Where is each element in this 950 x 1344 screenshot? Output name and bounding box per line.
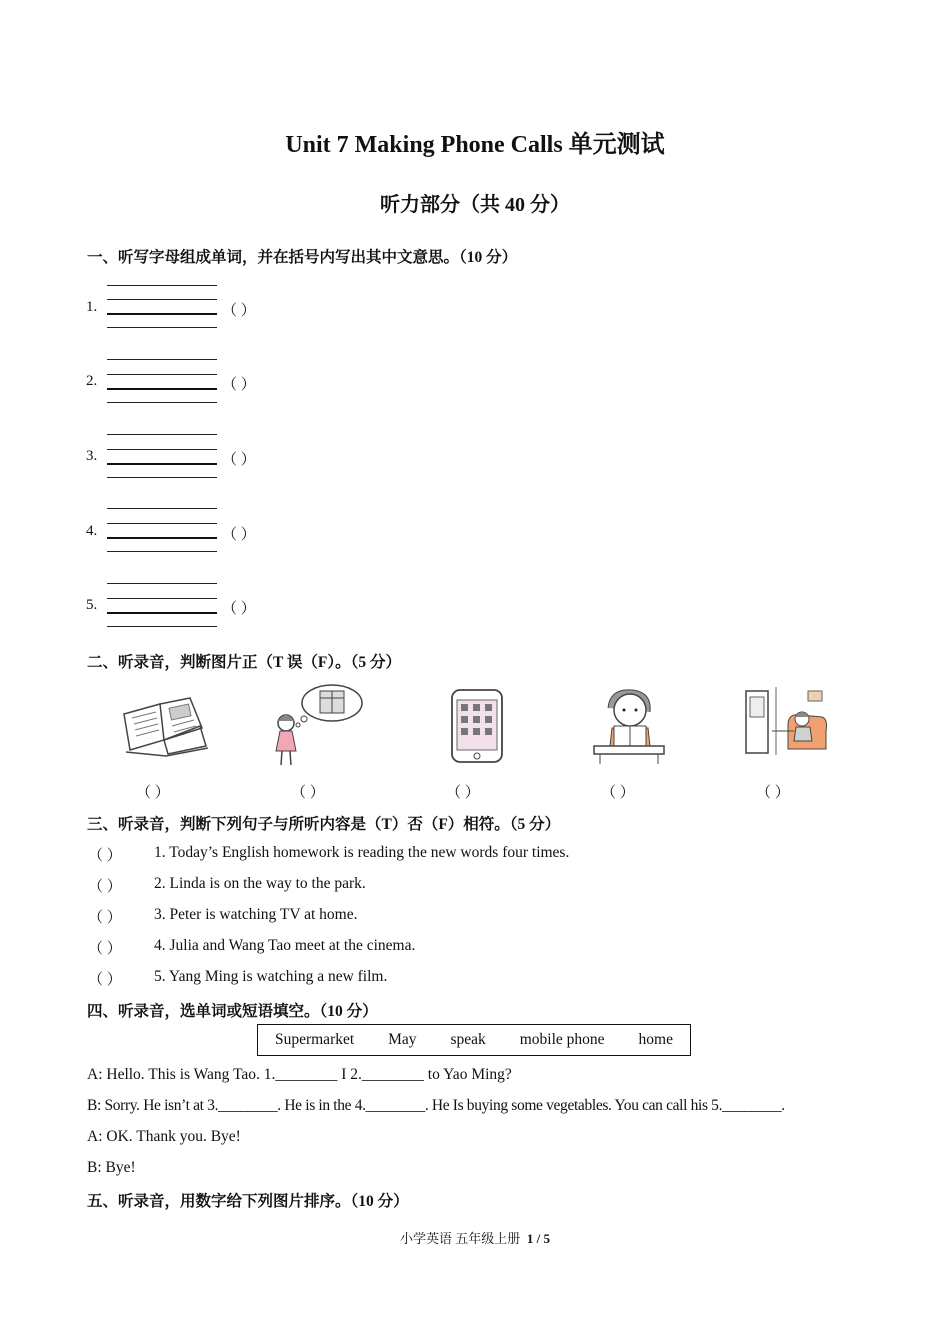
tf-answer-paren[interactable]: （ ） [88,972,122,988]
page-number: 1 [526,1231,534,1246]
item-number: 4. [86,523,98,539]
word-option: May [388,1031,417,1048]
item-number: 5. [86,597,98,613]
statement-text: 1. Today’s English homework is reading the new words four times. [154,844,570,861]
woman-on-sofa-icon [742,685,832,757]
page-footer [0,1228,950,1247]
tf-answer-paren[interactable]: （ ） [88,848,122,864]
word-option: speak [450,1031,486,1048]
boy-reading-icon [590,686,670,766]
answer-paren[interactable]: （ ） [222,303,256,319]
answer-paren[interactable]: （ ） [222,377,256,393]
girl-thinking-icon [270,683,365,768]
statement-text: 4. Julia and Wang Tao meet at the cinema. [154,937,416,954]
word-option: mobile phone [519,1031,605,1048]
open-book-icon [120,696,210,756]
dialogue-line: B: Bye! [87,1159,136,1176]
item-number: 3. [86,448,98,464]
picture-answer-paren[interactable]: （ ） [756,785,790,801]
page-subtitle: 听力部分（共 40 分） [380,194,570,216]
section2-heading: 二、听录音，判断图片正（T 误（F）。（5 分） [87,654,402,671]
section1-heading: 一、听写字母组成单词，并在括号内写出其中文意思。（10 分） [87,249,518,266]
dialogue-line: A: OK. Thank you. Bye! [87,1128,241,1145]
statement-text: 2. Linda is on the way to the park. [154,875,366,892]
page-total: 5 [543,1231,550,1246]
answer-paren[interactable]: （ ） [222,452,256,468]
section4-heading: 四、听录音，选单词或短语填空。（10 分） [87,1003,378,1020]
tf-answer-paren[interactable]: （ ） [88,941,122,957]
footer-label: 小学英语 五年级上册 [400,1231,521,1246]
item-number: 1. [86,299,98,315]
word-option: Supermarket [274,1031,355,1048]
dialogue-line: B: Sorry. He isn’t at 3.________. He is in the 4.________. He Is buying some vegetables. You can call his 5.________. [87,1097,785,1114]
word-option: home [638,1031,673,1048]
tf-answer-paren[interactable]: （ ） [88,910,122,926]
item-number: 2. [86,373,98,389]
section3-heading: 三、听录音，判断下列句子与所听内容是（T）否（F）相符。（5 分） [87,816,561,833]
word-bank [257,1024,691,1056]
page-separator: / [536,1231,541,1246]
tf-answer-paren[interactable]: （ ） [88,879,122,895]
mobile-phone-icon [448,688,508,766]
answer-paren[interactable]: （ ） [222,527,256,543]
picture-answer-paren[interactable]: （ ） [446,785,480,801]
picture-answer-paren[interactable]: （ ） [136,785,170,801]
page-title: Unit 7 Making Phone Calls 单元测试 [285,132,665,158]
statement-text: 5. Yang Ming is watching a new film. [154,968,388,985]
dialogue-line: A: Hello. This is Wang Tao. 1.________ I 2.________ to Yao Ming? [87,1066,512,1083]
picture-answer-paren[interactable]: （ ） [601,785,635,801]
picture-answer-paren[interactable]: （ ） [291,785,325,801]
statement-text: 3. Peter is watching TV at home. [154,906,358,923]
section5-heading: 五、听录音，用数字给下列图片排序。（10 分） [87,1193,409,1210]
answer-paren[interactable]: （ ） [222,601,256,617]
